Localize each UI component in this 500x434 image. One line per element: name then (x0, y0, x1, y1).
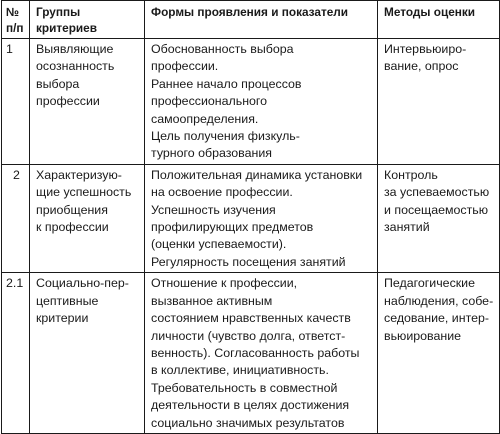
assessment-methods-line: Педагогические (384, 276, 475, 291)
assessment-methods-cell (378, 164, 500, 272)
forms-indicators-line: Обоснованность выбора (151, 42, 294, 56)
assessment-methods-line: занятий (384, 220, 430, 235)
table-header (2, 1, 500, 39)
forms-indicators-line: Раннее начало процессов (151, 76, 302, 91)
table-row (2, 164, 500, 272)
assessment-methods-line: наблюдения, собе- (384, 293, 494, 308)
header-number-line1: № (6, 5, 20, 19)
forms-indicators-line: Отношение к профессии, (151, 276, 298, 291)
forms-indicators-line: состоянием нравственных качеств (151, 311, 351, 326)
forms-indicators-line: в коллективе, инициативность. (151, 363, 329, 378)
criteria-group-line: щие успешность (36, 185, 132, 200)
criteria-group-line: цептивные (36, 293, 99, 308)
forms-indicators-line: социально значимых результатов (151, 415, 345, 430)
header-methods-label: Методы оценки (384, 5, 476, 19)
assessment-methods-cell (378, 273, 500, 434)
assessment-methods-line: за успеваемостью (384, 185, 490, 200)
forms-indicators-line: профессионального (151, 94, 268, 109)
forms-indicators-line: Положительная динамика установки (151, 167, 363, 182)
header-number-line2: п/п (6, 20, 24, 35)
forms-indicators-cell (145, 273, 378, 434)
criteria-group-cell (30, 273, 145, 434)
forms-indicators-line: самоопределения. (151, 111, 259, 126)
forms-indicators-line: на освоение профессии. (151, 185, 293, 200)
criteria-group-cell (30, 164, 145, 272)
criteria-group-line: Социально-пер- (36, 276, 129, 291)
criteria-group-cell (30, 39, 145, 165)
row-number: 1 (2, 39, 30, 165)
assessment-methods-line: и посещаемостью (384, 202, 489, 217)
forms-indicators-line: турного образования (151, 146, 272, 161)
criteria-group-line: Выявляющие (36, 42, 114, 56)
forms-indicators-line: Успешность изучения (151, 202, 276, 217)
forms-indicators-line: профилирующих предметов (151, 220, 314, 235)
header-forms-label: Формы проявления и показатели (151, 5, 349, 19)
table-body (2, 39, 500, 434)
forms-indicators-cell (145, 164, 378, 272)
forms-indicators-line: деятельности в целях достижения (151, 398, 350, 413)
criteria-group-line: осознанность (36, 59, 115, 74)
criteria-group-line: выбора (36, 76, 80, 91)
row-number: 2.1 (2, 273, 30, 434)
forms-indicators-line: (оценки успеваемости). (151, 237, 287, 252)
criteria-group-line: профессии (36, 94, 100, 109)
header-group-line1: Группы (36, 5, 81, 19)
forms-indicators-line: личности (чувство долга, ответст- (151, 328, 346, 343)
header-assessment-methods (378, 1, 500, 39)
header-row (2, 1, 500, 39)
assessment-methods-line: вьюирование (384, 328, 462, 343)
forms-indicators-line: вызванное активным (151, 293, 273, 308)
header-criteria-groups (30, 1, 145, 39)
assessment-methods-line: седование, интер- (384, 311, 490, 326)
header-number (2, 1, 30, 39)
assessment-methods-line: Контроль (384, 167, 438, 182)
forms-indicators-cell (145, 39, 378, 165)
forms-indicators-line: профессии. (151, 59, 219, 74)
header-forms-indicators (145, 1, 378, 39)
table-row (2, 273, 500, 434)
forms-indicators-line: Цель получения физкуль- (151, 129, 300, 144)
criteria-table (1, 0, 500, 434)
forms-indicators-line: венность). Согласованность работы (151, 345, 360, 360)
forms-indicators-line: Требовательность в совместной (151, 380, 338, 395)
assessment-methods-cell (378, 39, 500, 165)
header-group-line2: критериев (36, 20, 97, 35)
criteria-group-line: приобщения (36, 202, 108, 217)
criteria-group-line: критерии (36, 311, 89, 326)
assessment-methods-line: вание, опрос (384, 59, 459, 74)
forms-indicators-line: Регулярность посещения занятий (151, 254, 346, 269)
criteria-group-line: Характеризую- (36, 167, 122, 182)
table-row (2, 39, 500, 165)
criteria-group-line: к профессии (36, 220, 109, 235)
assessment-methods-line: Интервьюиро- (384, 42, 467, 56)
row-number: 2 (2, 164, 30, 272)
